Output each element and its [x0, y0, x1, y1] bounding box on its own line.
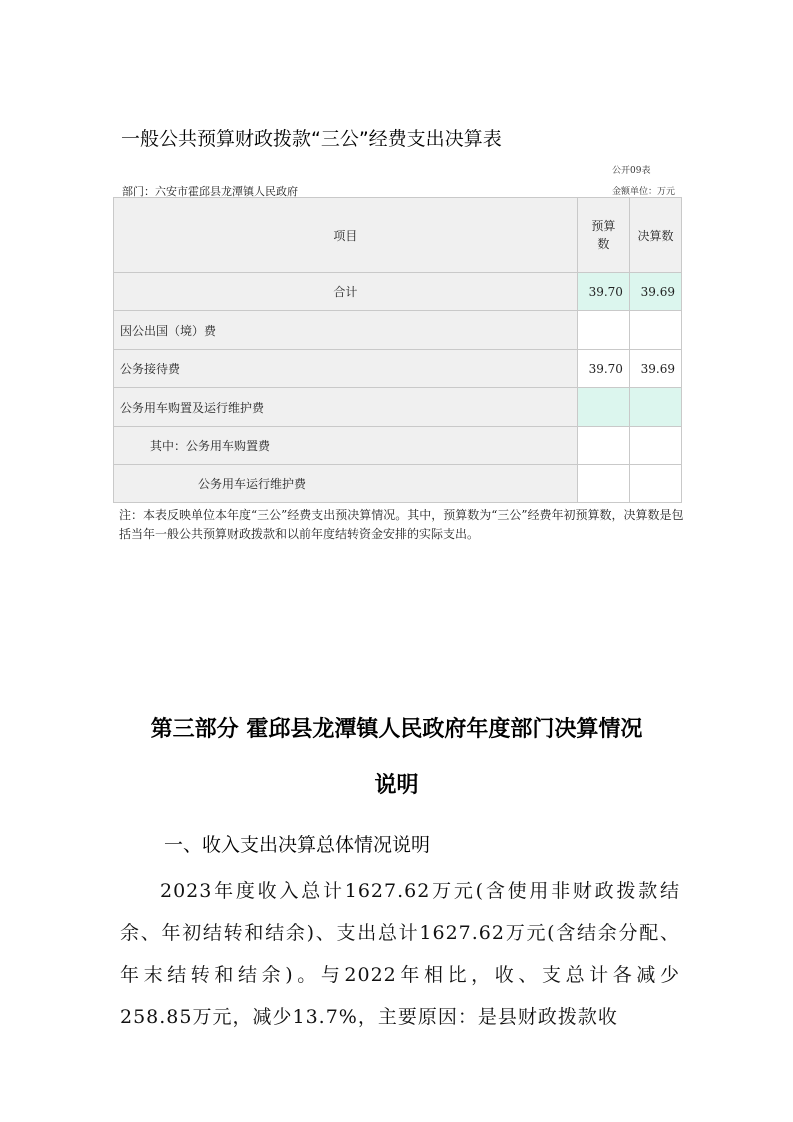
body-paragraph: 2023年度收入总计1627.62万元(含使用非财政拨款结余、年初结转和结余)、支出总计1627.62万元(含结余分配、年末结转和结余)。与2022年相比，收、支总计各减少 258.85万元，减少13.7%，主要原因：是县财政拨款收 [120, 880, 680, 1028]
row-label: 因公出国（境）费 [114, 311, 578, 350]
table-row [114, 427, 682, 465]
table-code: 公开09表 [612, 166, 651, 176]
row-budget-value [577, 311, 629, 350]
row-final-value [629, 427, 681, 465]
three-public-expenses-table [113, 197, 682, 503]
row-budget-value: 39.70 [577, 350, 629, 388]
row-final-value [629, 465, 681, 503]
table-row [114, 388, 682, 427]
row-budget-value [577, 388, 629, 427]
table-note: 注：本表反映单位本年度“三公”经费支出预决算情况。其中，预算数为“三公”经费年初预算数，决算数是包括当年一般公共预算财政拨款和以前年度结转资金安排的实际支出。 [119, 508, 684, 541]
row-label: 合计 [114, 273, 578, 311]
header-final: 决算数 [629, 198, 681, 273]
amount-unit-label: 金额单位：万元 [612, 187, 676, 197]
subheading: 一、收入支出决算总体情况说明 [164, 834, 431, 856]
table-row [114, 465, 682, 503]
table-title: 一般公共预算财政拨款“三公”经费支出决算表 [121, 128, 502, 150]
table-row [114, 350, 682, 388]
row-final-value: 39.69 [629, 273, 681, 311]
row-label: 公务用车运行维护费 [114, 465, 578, 503]
section-title-continued: 说明 [374, 772, 419, 798]
row-final-value [629, 388, 681, 427]
row-final-value [629, 311, 681, 350]
row-budget-value: 39.70 [577, 273, 629, 311]
row-label: 其中：公务用车购置费 [114, 427, 578, 465]
section-title: 第三部分 霍邱县龙潭镇人民政府年度部门决算情况 [150, 716, 643, 742]
row-label: 公务用车购置及运行维护费 [114, 388, 578, 427]
row-budget-value [577, 465, 629, 503]
header-item: 项目 [114, 198, 578, 273]
table-row-total [114, 273, 682, 311]
table-row [114, 311, 682, 350]
header-budget: 预算数 [577, 198, 629, 273]
table-header-row [114, 198, 682, 273]
row-label: 公务接待费 [114, 350, 578, 388]
department-label: 部门：六安市霍邱县龙潭镇人民政府 [122, 185, 298, 198]
row-budget-value [577, 427, 629, 465]
row-final-value: 39.69 [629, 350, 681, 388]
